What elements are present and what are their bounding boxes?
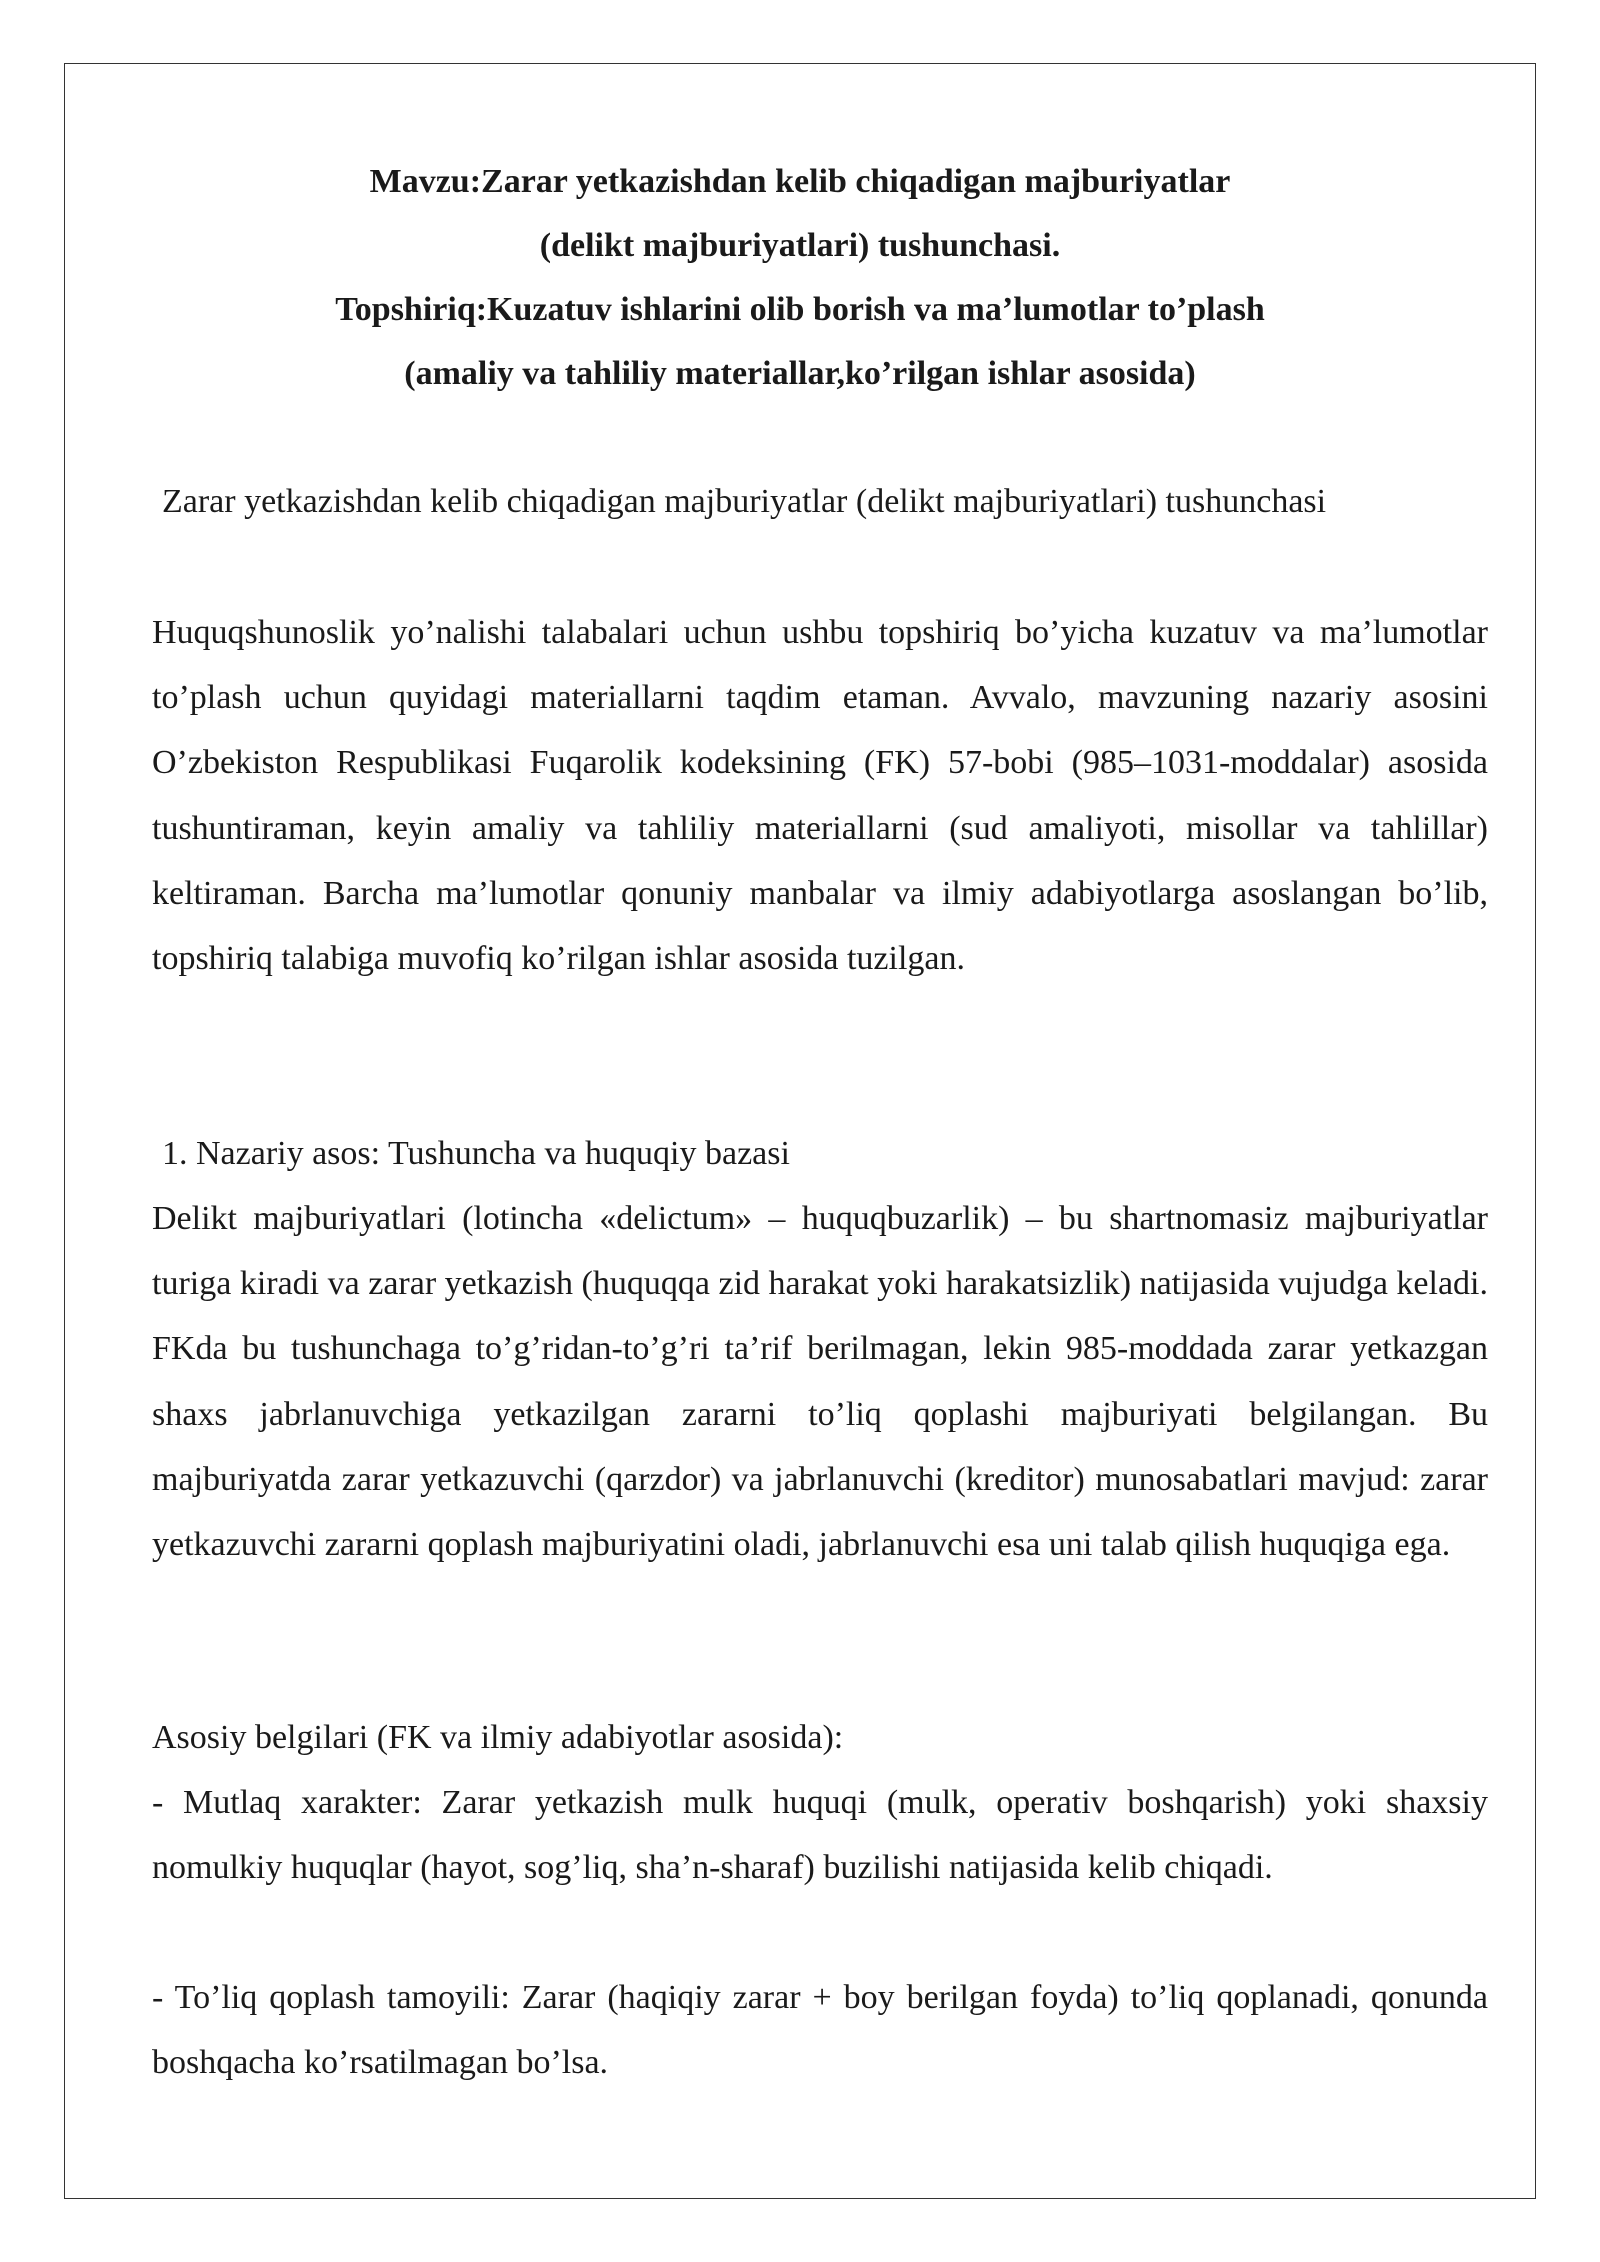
feature-bullet-absolute: - Mutlaq xarakter: Zarar yetkazish mulk huquqi (mulk, operativ boshqarish) yoki shaxsiy nomulkiy huquqlar (hayot, sog’liq, sha’n-sharaf) buzilishi natijasida kelib chiqadi.	[152, 1784, 1488, 1887]
feature-bullet-full-compensation: - To’liq qoplash tamoyili: Zarar (haqiqiy zarar + boy berilgan foyda) to’liq qoplanadi, qonunda boshqacha ko’rsatilmagan bo’lsa.	[152, 1979, 1488, 2082]
header-task-line: Topshiriq:Kuzatuv ishlarini olib borish va ma’lumotlar to’plash	[335, 291, 1265, 328]
document-subtitle: Zarar yetkazishdan kelib chiqadigan majburiyatlar (delikt majburiyatlari) tushunchasi	[162, 483, 1327, 520]
header-topic-line: Mavzu:Zarar yetkazishdan kelib chiqadigan majburiyatlar	[369, 163, 1231, 200]
section-1-heading: 1. Nazariy asos: Tushuncha va huquqiy bazasi	[162, 1135, 790, 1172]
section-1-paragraph: Delikt majburiyatlari (lotincha «delictum» – huquqbuzarlik) – bu shartnomasiz majburiyatlar turiga kiradi va zarar yetkazish (huquqqa zid harakat yoki harakatsizlik) natijasida vujudga keladi. FKda bu tushunchaga to’g’ridan-to’g’ri ta’rif berilmagan, lekin 985-moddada zarar yetkazgan shaxs jabrlanuvchiga yetkazilgan zararni to’liq qoplashi majburiyati belgilangan. Bu majburiyatda zarar yetkazuvchi (qarzdor) va jabrlanuvchi (kreditor) munosabatlari mavjud: zarar yetkazuvchi zararni qoplash majburiyatini oladi, jabrlanuvchi esa uni talab qilish huquqiga ega.	[152, 1200, 1488, 1564]
header-task-line-2: (amaliy va tahliliy materiallar,ko’rilgan ishlar asosida)	[404, 355, 1196, 392]
intro-paragraph: Huquqshunoslik yo’nalishi talabalari uchun ushbu topshiriq bo’yicha kuzatuv va ma’lumotlar to’plash uchun quyidagi materiallarni taqdim etaman. Avvalo, mavzuning nazariy asosini O’zbekiston Respublikasi Fuqarolik kodeksining (FK) 57-bobi (985–1031-moddalar) asosida tushuntiraman, keyin amaliy va tahliliy materiallarni (sud amaliyoti, misollar va tahlillar) keltiraman. Barcha ma’lumotlar qonuniy manbalar va ilmiy adabiyotlarga asoslangan bo’lib, topshiriq talabiga muvofiq ko’rilgan ishlar asosida tuzilgan.	[152, 614, 1488, 978]
features-heading: Asosiy belgilari (FK va ilmiy adabiyotlar asosida):	[152, 1719, 844, 1756]
header-topic-line-2: (delikt majburiyatlari) tushunchasi.	[539, 227, 1061, 264]
document-header	[64, 150, 1536, 406]
